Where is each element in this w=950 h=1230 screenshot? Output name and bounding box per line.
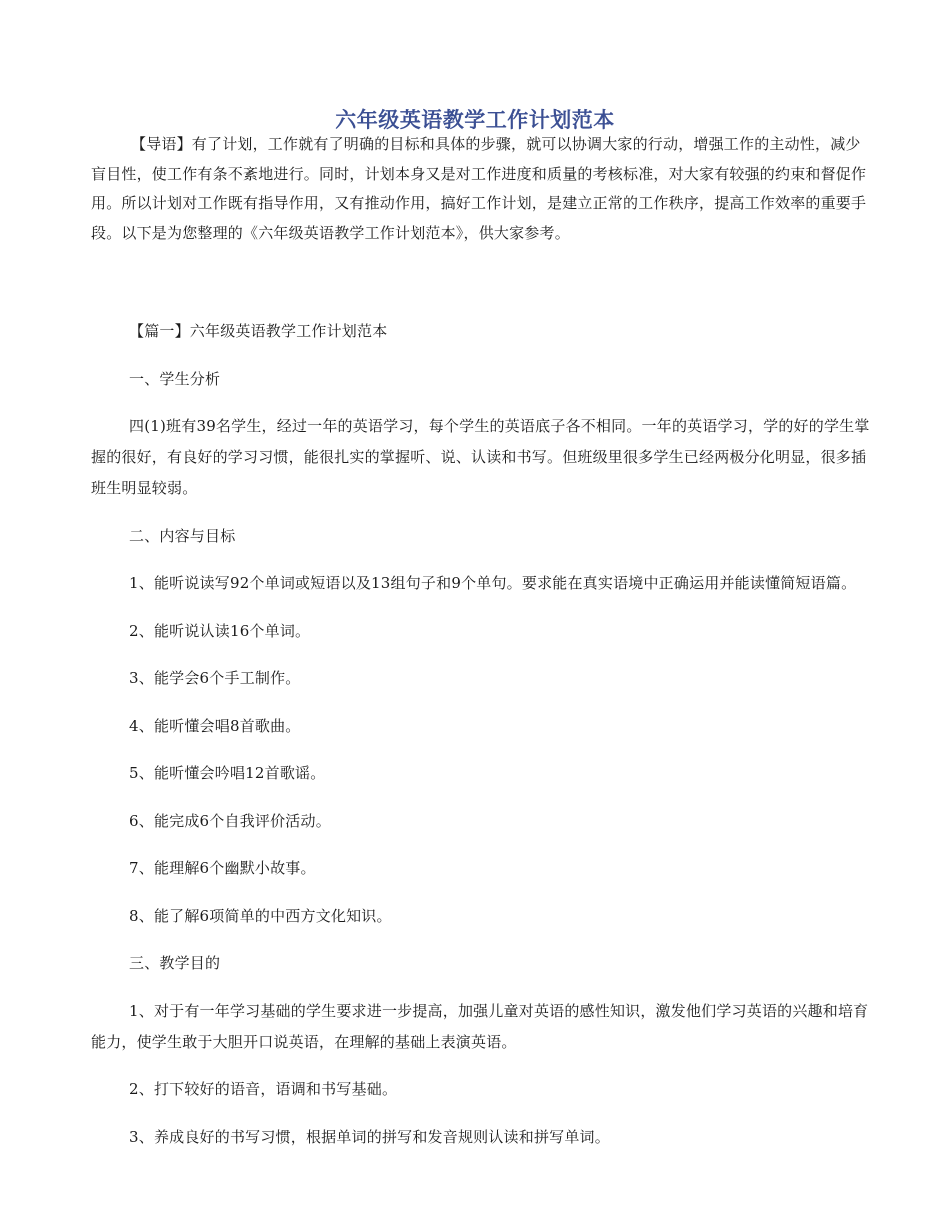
list-item: 6、能完成6个自我评价活动。 [129,811,331,830]
document-title: 六年级英语教学工作计划范本 [335,108,615,132]
section-heading: 三、教学目的 [129,954,221,972]
list-item: 1、对于有一年学习基础的学生要求进一步提高，加强儿童对英语的感性知识，激发他们学习英语的兴趣和培育能力，使学生敢于大胆开口说英语，在理解的基础上表演英语。 [91,1001,869,1051]
list-item: 8、能了解6项简单的中西方文化知识。 [129,906,392,925]
list-item: 1、能听说读写92个单词或短语以及13组句子和9个单句。要求能在真实语境中正确运用并能读懂简短语篇。 [129,574,857,592]
section-heading: 一、学生分析 [129,369,221,388]
document-body [91,316,871,1169]
list-item: 2、能听说认读16个单词。 [129,621,311,640]
list-item: 3、养成良好的书写习惯，根据单词的拼写和发音规则认读和拼写单词。 [129,1127,610,1146]
list-item: 2、打下较好的语音，语调和书写基础。 [129,1080,398,1098]
list-item: 5、能听懂会吟唱12首歌谣。 [129,764,326,782]
paragraph: 四(1)班有39名学生，经过一年的英语学习，每个学生的英语底子各不相同。一年的英语学习，学的好的学生掌握的很好，有良好的学习习惯，能很扎实的掌握听、说、认读和书写。但班级里很多学生已经两极分化明显，很多插班生明显较弱。 [91,417,870,497]
intro-paragraph: 【导语】有了计划，工作就有了明确的目标和具体的步骤，就可以协调大家的行动，增强工作的主动性，减少盲目性，使工作有条不紊地进行。同时，计划本身又是对工作进度和质量的考核标准，对大家有较强的约束和督促作用。所以计划对工作既有指导作用，又有推动作用，搞好工作计划，是建立正常的工作秩序，提高工作效率的重要手段。以下是为您整理的《六年级英语教学工作计划范本》，供大家参考。 [91,135,867,242]
section-heading: 二、内容与目标 [129,526,236,545]
list-item: 4、能听懂会唱8首歌曲。 [129,716,301,735]
list-item: 7、能理解6个幽默小故事。 [129,859,316,877]
list-item: 3、能学会6个手工制作。 [129,669,301,687]
section-heading: 【篇一】六年级英语教学工作计划范本 [129,322,388,340]
